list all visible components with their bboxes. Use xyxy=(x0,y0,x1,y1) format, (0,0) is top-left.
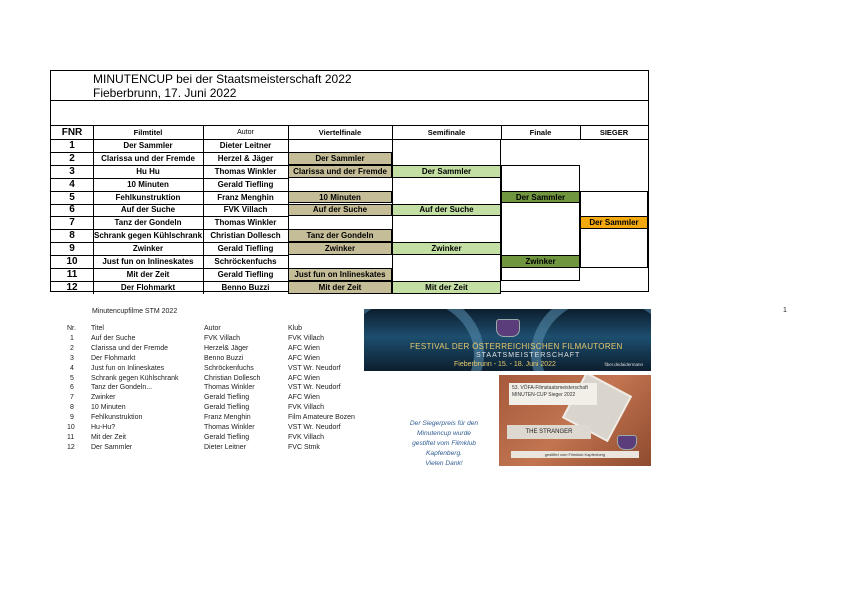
semifinal-cell: Der Sammler xyxy=(392,165,501,178)
bracket-title: MINUTENCUP bei der Staatsmeisterschaft 2022 xyxy=(93,72,352,86)
plaque-header xyxy=(509,383,597,405)
filmlist-title-cell: Mit der Zeit xyxy=(91,433,127,441)
plaque-title: 53. VÖFA-Filmstaatsmeisterschaft xyxy=(512,385,588,391)
header-col-divider xyxy=(93,125,94,139)
prize-note-line: Vielen Dank! xyxy=(425,460,463,467)
page-number: 1 xyxy=(783,307,787,314)
filmlist-nr: 6 xyxy=(70,384,74,392)
row-autor: Christian Dollesch xyxy=(210,231,281,241)
row-autor: Thomas Winkler xyxy=(214,166,277,176)
banner-championship: STAATSMEISTERSCHAFT xyxy=(476,352,581,359)
row-fnr: 4 xyxy=(69,178,75,190)
filmlist-title-cell: Auf der Suche xyxy=(91,334,136,342)
row-col-divider xyxy=(203,139,204,294)
row-filmtitel: Der Sammler xyxy=(123,140,173,150)
semifinal-cell: Mit der Zeit xyxy=(392,281,501,294)
filmlist-nr-header: Nr. xyxy=(67,325,76,332)
semifinal-bracket-box xyxy=(392,139,501,294)
row-filmtitel: Just fun on Inlineskates xyxy=(102,257,194,267)
divider-line xyxy=(51,100,648,101)
filmlist-club: FVK Villach xyxy=(288,433,325,441)
filmlist-author: Herzel& Jäger xyxy=(204,344,249,352)
filmlist-nr: 1 xyxy=(70,334,74,342)
row-autor: Gerald Tiefling xyxy=(217,244,274,254)
filmlist-author: Franz Menghin xyxy=(204,414,251,422)
row-fnr: 8 xyxy=(69,230,75,242)
filmlist-club: AFC Wien xyxy=(288,344,320,352)
col-header-viertelfinale: Viertelfinale xyxy=(318,127,362,137)
filmlist-title-cell: Schrank gegen Kühlschrank xyxy=(91,374,179,382)
col-header-finale: Finale xyxy=(529,127,552,137)
filmlist-author: Gerald Tiefling xyxy=(204,404,250,412)
row-fnr: 1 xyxy=(69,139,75,151)
row-autor: Dieter Leitner xyxy=(219,140,272,150)
filmlist-club: FVK Villach xyxy=(288,404,325,412)
row-autor: Gerald Tiefling xyxy=(217,179,274,189)
filmlist-author: Schröckenfuchs xyxy=(204,364,254,372)
filmlist-title-cell: Just fun on Inlineskates xyxy=(91,364,165,372)
filmlist-title: Minutencupfilme STM 2022 xyxy=(92,308,178,315)
row-fnr: 7 xyxy=(69,217,75,229)
row-filmtitel: Zwinker xyxy=(132,244,164,254)
plaque-bottom: gestiftet vom Filmklub Kapfenberg xyxy=(511,451,639,458)
filmlist-title-cell: Hu-Hu? xyxy=(91,424,116,431)
quarterfinal-cell: Zwinker xyxy=(288,242,392,255)
filmlist-author: Thomas Winkler xyxy=(204,384,255,392)
banner-festival: FESTIVAL DER ÖSTERREICHISCHEN FILMAUTOREN xyxy=(410,342,623,351)
filmlist-nr: 10 xyxy=(67,424,75,431)
filmlist-author: Benno Buzzi xyxy=(204,354,244,362)
filmlist-nr: 2 xyxy=(70,344,74,352)
filmlist-nr: 11 xyxy=(67,433,75,441)
bracket-table xyxy=(50,70,649,292)
filmlist-author: Thomas Winkler xyxy=(204,424,255,431)
filmlist-title-cell: Der Flohmarkt xyxy=(91,354,136,362)
quarterfinal-cell: Der Sammler xyxy=(288,152,392,165)
banner-date: Fieberbrunn - 15. - 18. Juni 2022 xyxy=(454,361,556,368)
filmlist-club: Film Amateure Bozen xyxy=(288,414,355,422)
prize-photo xyxy=(499,375,651,466)
row-fnr: 6 xyxy=(69,204,75,216)
bracket-date: Fieberbrunn, 17. Juni 2022 xyxy=(93,86,237,100)
row-autor: Franz Menghin xyxy=(217,192,274,202)
quarterfinal-cell: Auf der Suche xyxy=(288,204,392,217)
row-filmtitel: Hu Hu xyxy=(136,166,160,176)
row-filmtitel: 10 Minuten xyxy=(127,179,169,189)
final-cell: Der Sammler xyxy=(501,191,580,204)
filmlist-nr: 7 xyxy=(70,394,74,402)
filmlist-nr: 5 xyxy=(70,374,74,382)
prize-note-line: gestiftet vom Filmklub xyxy=(412,440,476,447)
filmlist-title-cell: 10 Minuten xyxy=(91,404,126,412)
final-cell: Zwinker xyxy=(501,255,580,268)
filmlist-author-header: Autor xyxy=(204,325,221,332)
col-header-semifinale: Semifinale xyxy=(427,127,466,137)
voefa-logo-icon xyxy=(617,435,637,450)
row-fnr: 9 xyxy=(69,243,75,255)
filmlist-nr: 3 xyxy=(70,354,74,362)
row-autor: Thomas Winkler xyxy=(214,218,277,228)
filmlist-club: FVK Villach xyxy=(288,334,325,342)
filmlist-author: FVK Villach xyxy=(204,334,241,342)
prize-note-line: Kapfenberg. xyxy=(426,450,462,457)
filmlist-club: AFC Wien xyxy=(288,354,320,362)
quarterfinal-cell: Tanz der Gondeln xyxy=(288,229,392,242)
col-header-filmtitel: Filmtitel xyxy=(133,127,163,137)
quarterfinal-cell: Clarissa und der Fremde xyxy=(288,165,392,178)
row-fnr: 2 xyxy=(69,152,75,164)
row-filmtitel: Tanz der Gondeln xyxy=(114,218,182,228)
header-col-divider xyxy=(580,125,581,139)
row-fnr: 11 xyxy=(66,268,78,280)
filmlist-author: Gerald Tiefling xyxy=(204,433,250,441)
row-autor: Benno Buzzi xyxy=(221,282,270,292)
header-col-divider xyxy=(288,125,289,139)
row-fnr: 10 xyxy=(66,256,78,268)
row-fnr: 12 xyxy=(66,281,78,293)
quarterfinal-cell: Just fun on Inlineskates xyxy=(288,268,392,281)
filmlist-club-header: Klub xyxy=(288,325,303,332)
banner-credit: fiber.dedaidermann xyxy=(604,362,643,367)
filmlist-nr: 8 xyxy=(70,404,74,412)
winner-bracket-box xyxy=(580,191,648,268)
header-col-divider xyxy=(392,125,393,139)
filmlist-title-cell-header: Titel xyxy=(91,325,104,332)
semifinal-cell: Auf der Suche xyxy=(392,204,501,217)
filmlist-club: AFC Wien xyxy=(288,394,320,402)
filmlist-club: VST Wr. Neudorf xyxy=(288,424,341,431)
filmlist-title-cell: Der Sammler xyxy=(91,443,133,451)
prize-note xyxy=(393,419,495,469)
row-autor: Schröckenfuchs xyxy=(214,257,277,267)
semifinal-cell: Zwinker xyxy=(392,242,501,255)
row-autor: FVK Villach xyxy=(223,205,268,215)
winner-cell: Der Sammler xyxy=(580,216,648,229)
row-filmtitel: Auf der Suche xyxy=(120,205,176,215)
filmlist-title-cell: Zwinker xyxy=(91,394,116,402)
col-header-autor: Autor xyxy=(237,128,254,136)
row-filmtitel: Der Flohmarkt xyxy=(120,282,176,292)
row-filmtitel: Fehlkunstruktion xyxy=(115,192,181,202)
filmlist-nr: 9 xyxy=(70,414,74,422)
col-header-sieger: SIEGER xyxy=(599,127,629,137)
quarterfinal-cell: Mit der Zeit xyxy=(288,281,392,294)
row-autor: Gerald Tiefling xyxy=(217,269,274,279)
filmlist-title-cell: Fehlkunstruktion xyxy=(91,414,143,422)
row-fnr: 3 xyxy=(69,165,75,177)
filmlist-title-cell: Clarissa und der Fremde xyxy=(91,344,169,352)
plaque-film: THE STRANGER xyxy=(507,425,591,439)
filmlist-club: VST Wr. Neudorf xyxy=(288,384,341,392)
prize-note-line: Der Siegerpreis für den xyxy=(409,420,479,427)
filmlist-author: Dieter Leitner xyxy=(204,443,247,451)
filmlist-title-cell: Tanz der Gondeln... xyxy=(91,384,153,392)
festival-logo-icon xyxy=(496,319,520,337)
row-filmtitel: Clarissa und der Fremde xyxy=(101,153,195,163)
filmlist-author: Gerald Tiefling xyxy=(204,394,250,402)
prize-note-line: Minutencup wurde xyxy=(417,430,471,437)
filmlist-club: VST Wr. Neudorf xyxy=(288,364,341,372)
header-col-divider xyxy=(501,125,502,139)
filmlist-club: FVC Stmk xyxy=(288,443,320,451)
filmlist-club: AFC Wien xyxy=(288,374,320,382)
header-col-divider xyxy=(203,125,204,139)
row-col-divider xyxy=(93,139,94,294)
row-filmtitel: Schrank gegen Kühlschrank xyxy=(93,231,203,241)
filmlist-author: Christian Dollesch xyxy=(204,374,261,382)
quarterfinal-cell: 10 Minuten xyxy=(288,191,392,204)
filmlist-nr: 4 xyxy=(70,364,74,372)
col-header-fnr: FNR xyxy=(61,126,83,138)
festival-banner xyxy=(364,309,651,371)
row-filmtitel: Mit der Zeit xyxy=(126,269,170,279)
row-autor: Herzel & Jäger xyxy=(217,153,274,163)
filmlist-nr: 12 xyxy=(67,443,75,451)
row-fnr: 5 xyxy=(69,191,75,203)
plaque-subtitle: MINUTEN-CUP Sieger 2022 xyxy=(512,392,576,398)
